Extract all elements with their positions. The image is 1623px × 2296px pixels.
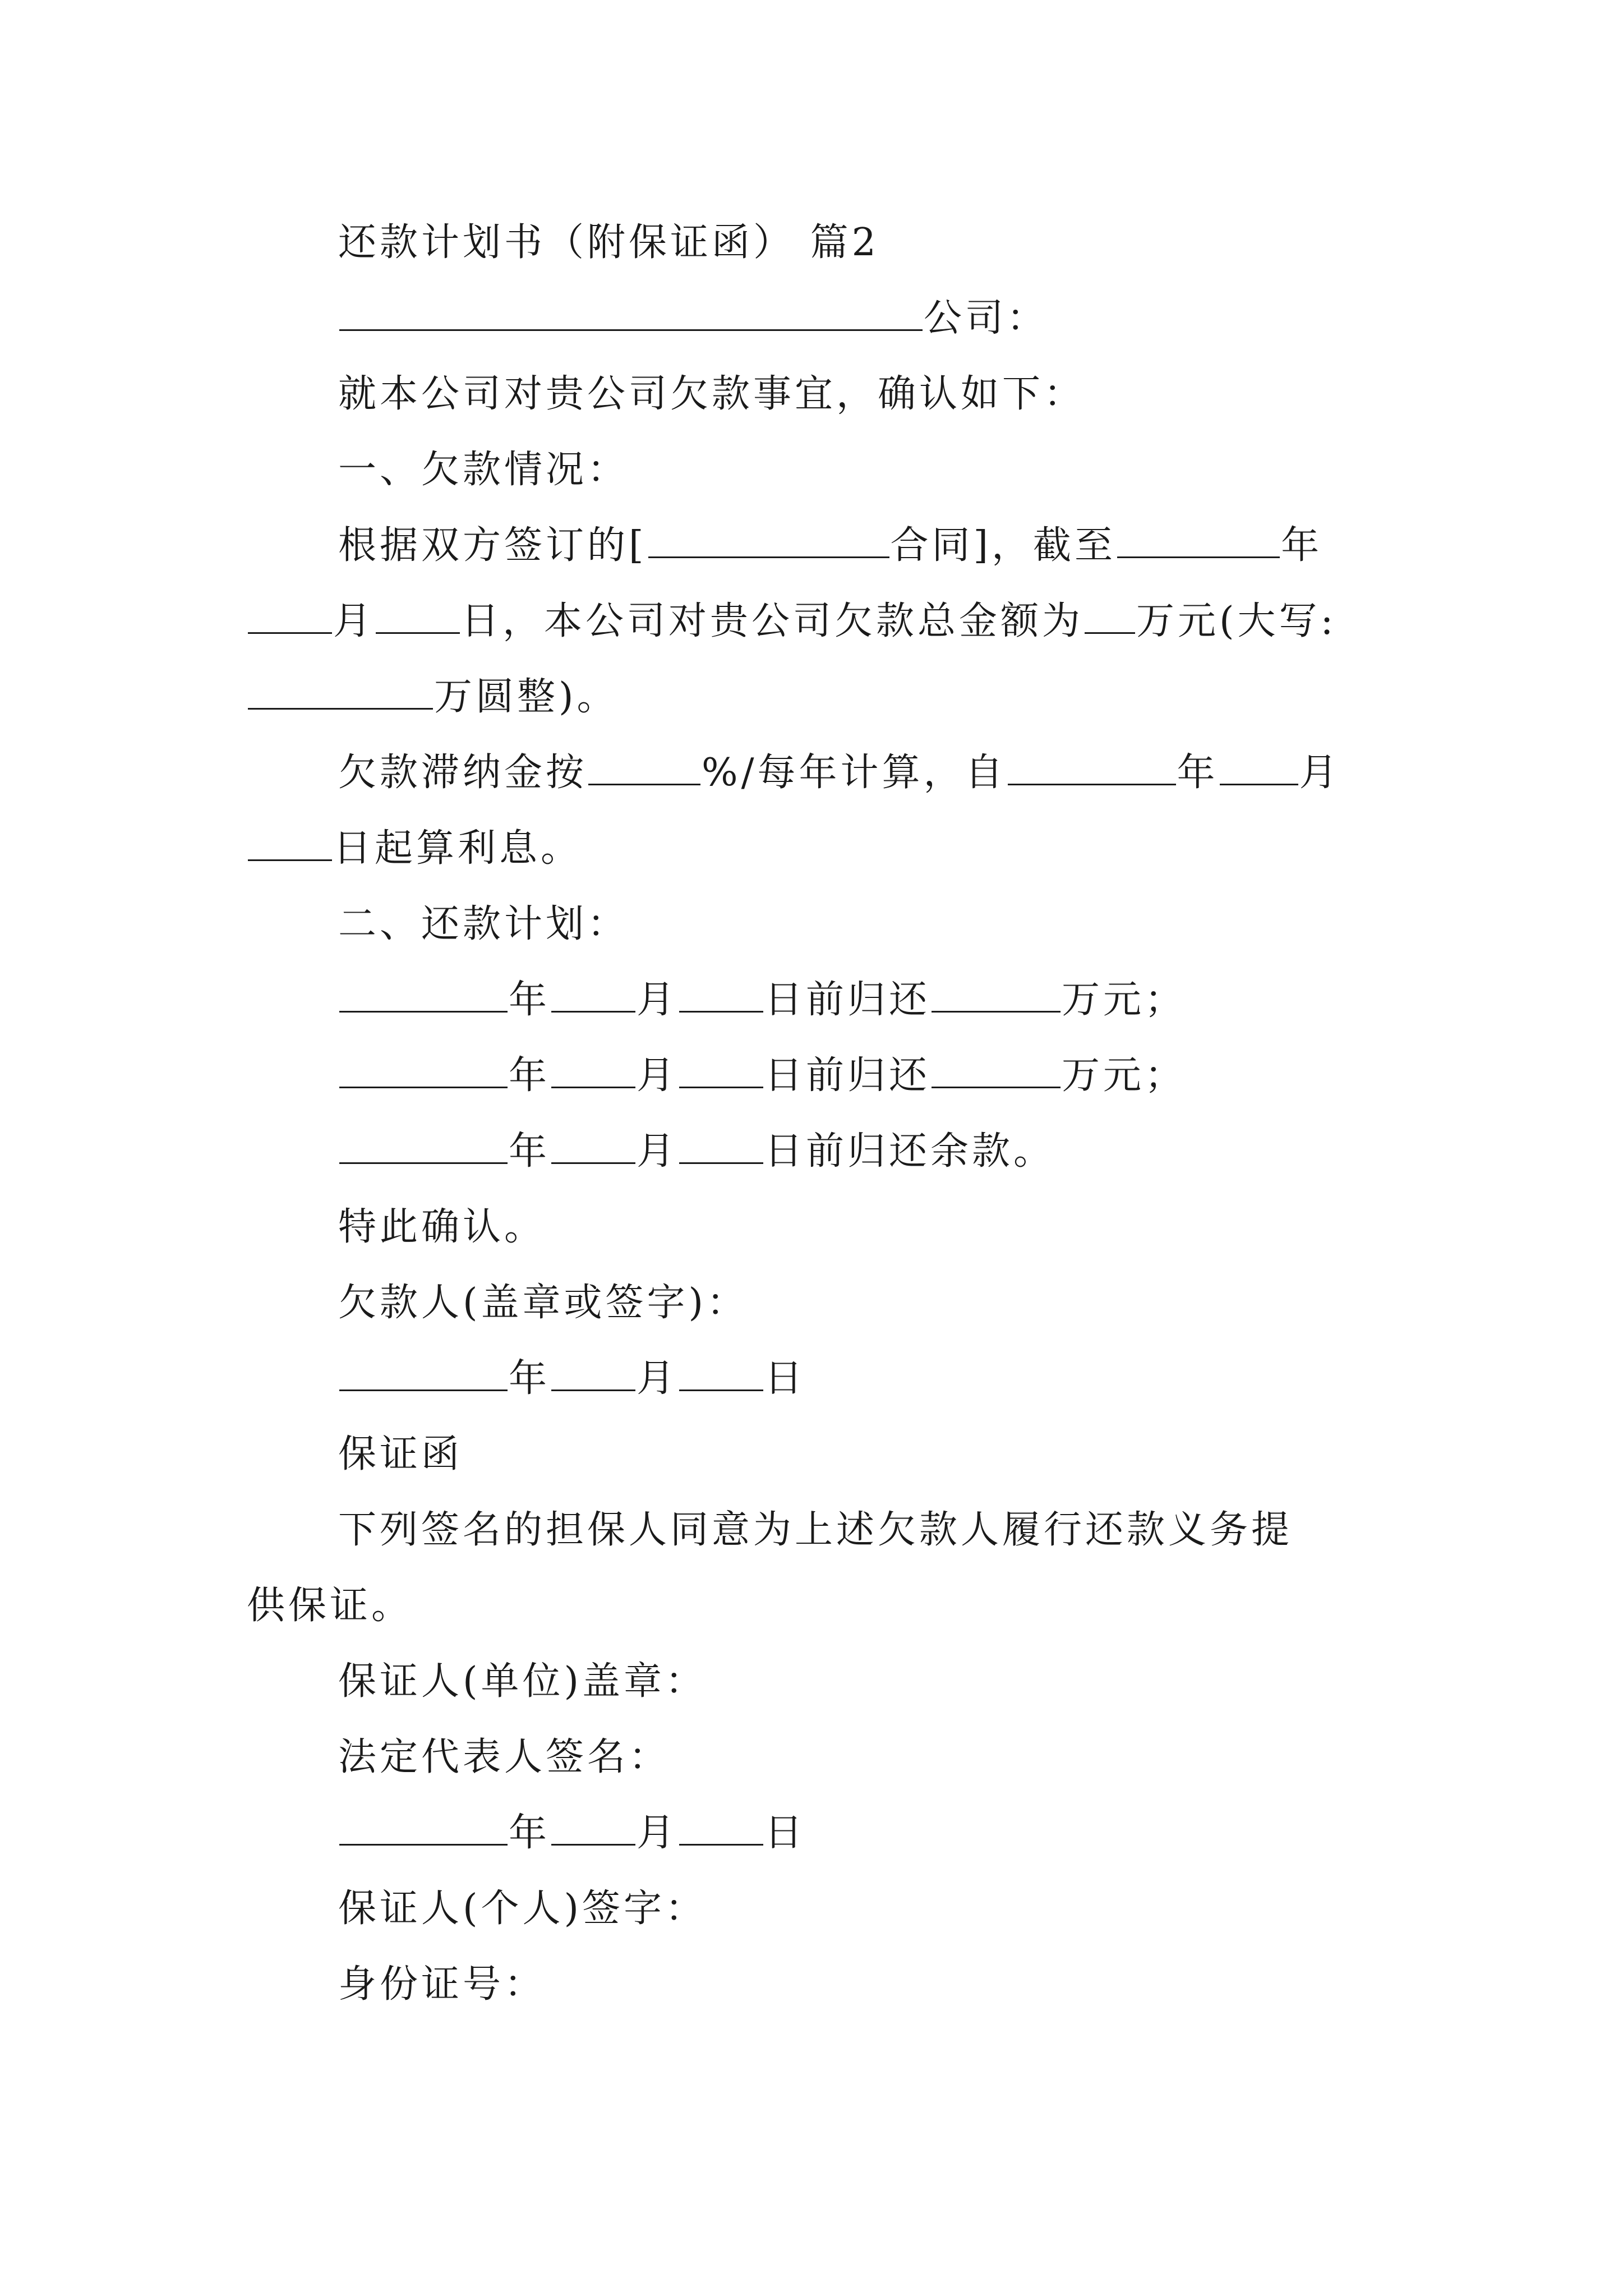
id-number-label: 身份证号： [338,1962,546,2007]
plan1-year-blank[interactable] [339,973,508,1013]
plan3-day-blank[interactable] [679,1124,763,1164]
guarantee-body-line2: 供保证。 [247,1584,413,1628]
plan3-year-blank[interactable] [339,1124,508,1164]
debt-paragraph-line1: 根据双方签订的[ 合同]，截至 年 [0,518,1623,574]
interest-day-blank[interactable] [248,821,332,861]
guarantor-month-blank[interactable] [551,1806,635,1846]
section1-heading: 一、欠款情况： [338,448,629,492]
late-fee-line1: 欠款滞纳金按 %/每年计算，自 年 月 [0,745,1623,801]
intro-paragraph: 就本公司对贵公司欠款事宜，确认如下： [338,372,1086,416]
confirm-text: 特此确认。 [338,1205,546,1249]
plan-row-1: 年 月 日前归还 万元； [0,972,1623,1028]
plan1-day-blank[interactable] [679,973,763,1013]
plan2-year-blank[interactable] [339,1048,508,1088]
legal-representative-label: 法定代表人签名： [338,1735,671,1779]
addressee-line: 公司： [0,291,1623,347]
cutoff-day-blank[interactable] [376,594,460,634]
cutoff-month-blank[interactable] [248,594,332,634]
late-fee-rate-blank[interactable] [588,746,700,785]
guarantor-unit-label: 保证人(单位)盖章： [338,1659,707,1704]
debtor-date-line: 年 月 日 [0,1351,1623,1407]
late-fee-line2: 日起算利息。 [0,821,1623,877]
plan1-month-blank[interactable] [551,973,635,1013]
guarantor-year-blank[interactable] [339,1806,508,1846]
plan3-month-blank[interactable] [551,1124,635,1164]
debt-paragraph-line3: 万圆整)。 [0,669,1623,725]
plan2-amount-blank[interactable] [932,1048,1061,1088]
interest-year-blank[interactable] [1008,746,1176,785]
company-name-blank[interactable] [339,291,923,331]
document-title: 还款计划书（附保证函） 篇2 [338,220,879,265]
guarantor-person-label: 保证人(个人)签字： [338,1887,707,1931]
interest-month-blank[interactable] [1220,746,1298,785]
debtor-day-blank[interactable] [679,1351,763,1391]
debtor-month-blank[interactable] [551,1351,635,1391]
plan2-day-blank[interactable] [679,1048,763,1088]
plan-row-2: 年 月 日前归还 万元； [0,1048,1623,1104]
cutoff-year-blank[interactable] [1117,518,1280,558]
plan1-amount-blank[interactable] [932,973,1061,1013]
debtor-year-blank[interactable] [339,1351,508,1391]
guarantee-title: 保证函 [338,1432,463,1476]
contract-name-blank[interactable] [648,518,889,558]
guarantee-body-line1: 下列签名的担保人同意为上述欠款人履行还款义务提 [338,1508,1293,1552]
debt-amount-blank[interactable] [1085,594,1135,634]
guarantor-day-blank[interactable] [679,1806,763,1846]
debt-amount-words-blank[interactable] [248,670,433,710]
plan2-month-blank[interactable] [551,1048,635,1088]
guarantor-date-line: 年 月 日 [0,1805,1623,1861]
debt-paragraph-line2: 月 日，本公司对贵公司欠款总金额为 万元(大写: [0,593,1623,650]
section2-heading: 二、还款计划： [338,902,629,946]
plan-row-3: 年 月 日前归还余款。 [0,1124,1623,1180]
debtor-signature-label: 欠款人(盖章或签字)： [338,1281,749,1325]
